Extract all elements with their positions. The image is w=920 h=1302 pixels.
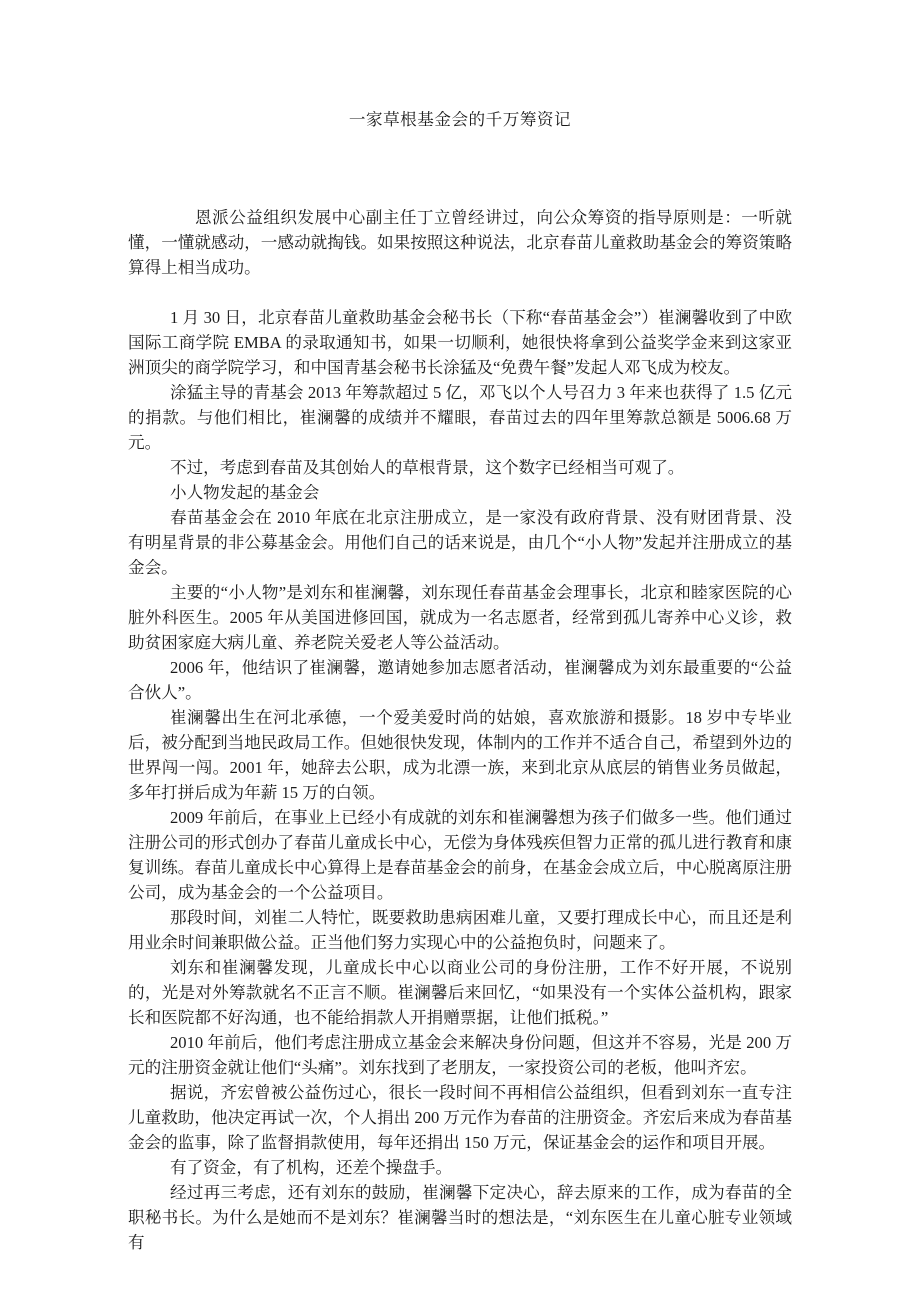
paragraph: 经过再三考虑，还有刘东的鼓励，崔澜馨下定决心，辞去原来的工作，成为春苗的全职秘书长。为什么是她而不是刘东？崔澜馨当时的想法是，“刘东医生在儿童心脏专业领域有 [128,1183,792,1252]
intro-paragraph: 恩派公益组织发展中心副主任丁立曾经讲过，向公众筹资的指导原则是：一听就懂，一懂就感动，一感动就掏钱。如果按照这种说法，北京春苗儿童救助基金会的筹资策略算得上相当成功。 [128,208,792,277]
paragraph: 1 月 30 日，北京春苗儿童救助基金会秘书长（下称“春苗基金会”）崔澜馨收到了中欧国际工商学院 EMBA 的录取通知书，如果一切顺利，她很快将拿到公益奖学金来到这家亚洲顶尖的商学院学习，和中国青基会秘书长涂猛及“免费午餐”发起人邓飞成为校友。 [128,308,792,377]
paragraph: 涂猛主导的青基会 2013 年筹款超过 5 亿，邓飞以个人号召力 3 年来也获得了 1.5 亿元的捐款。与他们相比，崔澜馨的成绩并不耀眼，春苗过去的四年里筹款总额是 5006.68 万元。 [128,383,792,452]
section-heading: 小人物发起的基金会 [170,483,320,502]
paragraph: 不过，考虑到春苗及其创始人的草根背景，这个数字已经相当可观了。 [170,458,685,477]
paragraph: 2006 年，他结识了崔澜馨，邀请她参加志愿者活动，崔澜馨成为刘东最重要的“公益合伙人”。 [128,658,792,702]
article-body [128,305,792,1255]
paragraph: 春苗基金会在 2010 年底在北京注册成立，是一家没有政府背景、没有财团背景、没有明星背景的非公募基金会。用他们自己的话来说是，由几个“小人物”发起并注册成立的基金会。 [128,508,792,577]
paragraph: 据说，齐宏曾被公益伤过心，很长一段时间不再相信公益组织，但看到刘东一直专注儿童救助，他决定再试一次，个人捐出 200 万元作为春苗的注册资金。齐宏后来成为春苗基金会的监事，除了监督捐款使用，每年还捐出 150 万元，保证基金会的运作和项目开展。 [128,1083,792,1152]
paragraph: 有了资金，有了机构，还差个操盘手。 [170,1158,453,1177]
paragraph: 2009 年前后，在事业上已经小有成就的刘东和崔澜馨想为孩子们做多一些。他们通过注册公司的形式创办了春苗儿童成长中心，无偿为身体残疾但智力正常的孤儿进行教育和康复训练。春苗儿童成长中心算得上是春苗基金会的前身，在基金会成立后，中心脱离原注册公司，成为基金会的一个公益项目。 [128,808,792,902]
paragraph: 刘东和崔澜馨发现，儿童成长中心以商业公司的身份注册，工作不好开展，不说别的，光是对外筹款就名不正言不顺。崔澜馨后来回忆，“如果没有一个实体公益机构，跟家长和医院都不好沟通，也不能给捐款人开捐赠票据，让他们抵税。” [128,958,792,1027]
document-title: 一家草根基金会的千万筹资记 [348,110,572,129]
paragraph: 崔澜馨出生在河北承德，一个爱美爱时尚的姑娘，喜欢旅游和摄影。18 岁中专毕业后，被分配到当地民政局工作。但她很快发现，体制内的工作并不适合自己，希望到外边的世界闯一闯。2001 年，她辞去公职，成为北漂一族，来到北京从底层的销售业务员做起，多年打拼后成为年薪 15 万的白领。 [128,708,792,802]
paragraph: 2010 年前后，他们考虑注册成立基金会来解决身份问题，但这并不容易，光是 200 万元的注册资金就让他们“头痛”。刘东找到了老朋友，一家投资公司的老板，他叫齐宏。 [128,1033,792,1077]
paragraph: 那段时间，刘崔二人特忙，既要救助患病困难儿童，又要打理成长中心，而且还是利用业余时间兼职做公益。正当他们努力实现心中的公益抱负时，问题来了。 [128,908,792,952]
paragraph: 主要的“小人物”是刘东和崔澜馨，刘东现任春苗基金会理事长，北京和睦家医院的心脏外科医生。2005 年从美国进修回国，就成为一名志愿者，经常到孤儿寄养中心义诊，救助贫困家庭大病儿童、养老院关爱老人等公益活动。 [128,583,792,652]
